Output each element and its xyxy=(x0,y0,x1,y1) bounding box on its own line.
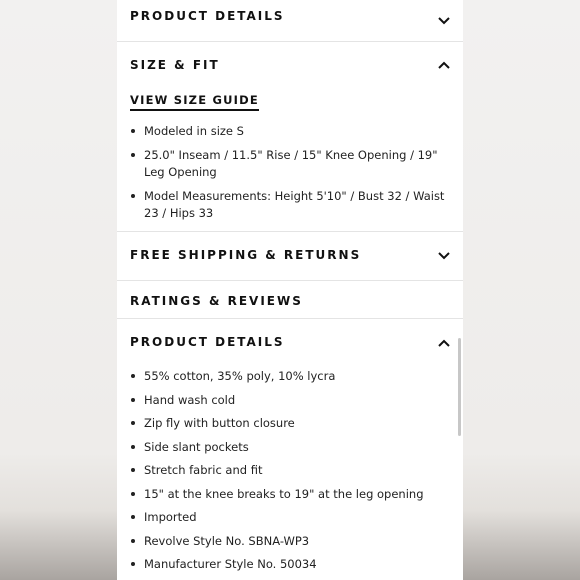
accordion-shipping-returns[interactable] xyxy=(117,232,463,281)
product-accordion-panel xyxy=(117,0,463,580)
accordion-title: PRODUCT DETAILS xyxy=(130,9,285,23)
accordion-title: RATINGS & REVIEWS xyxy=(130,294,303,308)
product-details-list xyxy=(130,368,450,573)
chevron-down-icon[interactable] xyxy=(437,251,451,261)
accordion-size-fit[interactable] xyxy=(117,41,463,89)
list-item: Manufacturer Style No. 50034 xyxy=(130,556,450,573)
size-fit-list xyxy=(130,123,450,222)
chevron-down-icon[interactable] xyxy=(437,16,451,26)
accordion-ratings-reviews[interactable] xyxy=(117,281,463,319)
list-item: Stretch fabric and fit xyxy=(130,462,450,479)
accordion-title: SIZE & FIT xyxy=(130,58,220,72)
accordion-product-details[interactable] xyxy=(117,319,463,365)
view-size-guide-link[interactable]: VIEW SIZE GUIDE xyxy=(130,93,259,111)
list-item: Side slant pockets xyxy=(130,439,450,456)
list-item: 55% cotton, 35% poly, 10% lycra xyxy=(130,368,450,385)
size-fit-content xyxy=(130,91,450,222)
accordion-title: FREE SHIPPING & RETURNS xyxy=(130,248,362,262)
list-item: Model Measurements: Height 5'10" / Bust 32 / Waist 23 / Hips 33 xyxy=(130,188,450,222)
list-item: 15" at the knee breaks to 19" at the leg opening xyxy=(130,486,450,503)
scrollbar-thumb[interactable] xyxy=(458,338,461,436)
list-item: Hand wash cold xyxy=(130,392,450,409)
list-item: Imported xyxy=(130,509,450,526)
accordion-product-details-top[interactable] xyxy=(117,0,463,42)
chevron-up-icon[interactable] xyxy=(437,60,451,70)
list-item: 25.0" Inseam / 11.5" Rise / 15" Knee Opening / 19" Leg Opening xyxy=(130,147,450,181)
list-item: Revolve Style No. SBNA-WP3 xyxy=(130,533,450,550)
chevron-up-icon[interactable] xyxy=(437,338,451,348)
list-item: Modeled in size S xyxy=(130,123,450,140)
list-item: Zip fly with button closure xyxy=(130,415,450,432)
accordion-title: PRODUCT DETAILS xyxy=(130,335,285,349)
